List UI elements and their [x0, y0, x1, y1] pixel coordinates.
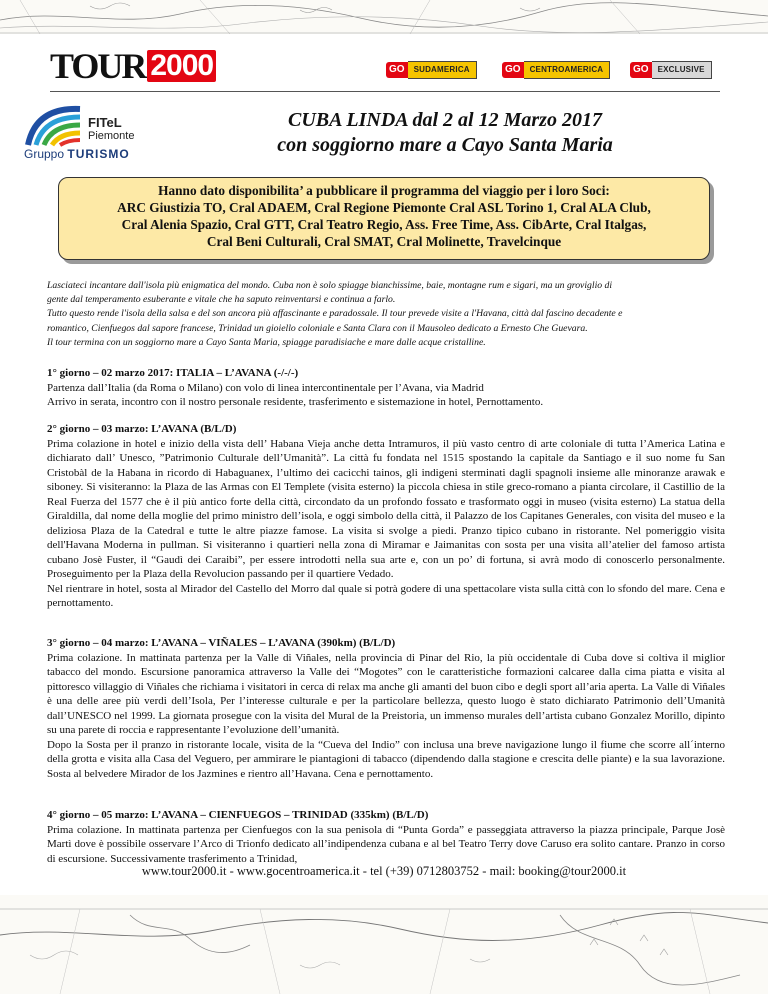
logo-text-2000: 2000	[147, 50, 216, 82]
fitel-region: Piemonte	[88, 130, 135, 142]
footer-contact-line: www.tour2000.it - www.gocentroamerica.it - tel (+39) 0712803752 - mail: booking@tour2000.it	[141, 864, 627, 878]
intro-line: gente dal temperamento esuberante e vitale che ha saputo reinventarsi e continua a farlo.	[47, 294, 396, 306]
go-label: GO	[386, 62, 408, 78]
fitel-group: Gruppo	[24, 147, 65, 161]
tour2000-logo	[50, 48, 216, 84]
decorative-map-bottom	[0, 895, 768, 994]
notice-line: ARC Giustizia TO, Cral ADAEM, Cral Regione Piemonte Cral ASL Torino 1, Cral ALA Club,	[117, 200, 651, 215]
go-exclusive-badge	[630, 62, 712, 78]
itinerary-day-1	[47, 366, 725, 410]
badge-label: CENTROAMERICA	[524, 61, 611, 79]
availability-notice-box	[58, 177, 710, 260]
day-text: Prima colazione. In mattinata partenza per la Valle di Viñales, nella provincia di Pinar del Rio, la più occidentale di Cuba dove si coltiva il miglior tabacco del mondo. Escursione panoramica attraverso la Valle dei “Mogotes” con le caratteristiche formazioni calcaree dalla cima piatta e visita al pittoresco villaggio di Viñales che richiama i visitatori in cerca di relax ma anche gli amanti del buon cibo e degli sport all’aria aperta. La Valle di Viñales è una delle aree più verdi dell’Isola, Per l’interesse culturale e per la particolare bellezza, questo luogo è stato dichiarato Patrimonio dell’Umanità dall’UNESCO nel 1999. La giornata prosegue con la visita del Mural de la Preistoria, un immenso murales dell’artista cubano Gonzalez Morillo, dipinto su una parete di roccia e rappresentante l’evoluzione dell’umanità. Dopo la Sosta per il pranzo in ristorante locale, visita de la “Cueva del Indio” con inclusa una breve navigazione lungo il fiume che scorre all´interno della grotta e visita alla Casa del Veguero, per ammirare le piantagioni di tabacco (dipendendo dalla stagione e crescita delle piante) e la sua lavorazione. Sosta al belvedere Mirador de los Jazmines e rientro all’Havana. Cena e pernottamento.	[47, 651, 725, 780]
day-text: Prima colazione. In mattinata partenza per Cienfuegos con la sua penisola di “Punta Gorda” e passeggiata attraverso la piazza principale, Parque Josè Martì dove è possibile osservare l’Arco di Trionfo dedicato all’indipendenza cubana e al bel Teatro Terry dove Caruso era solito cantare. Pranzo in corso di escursione. Successivamente trasferimento a Trinidad,	[47, 823, 725, 865]
intro-line: romantico, Cienfuegos dal sapore francese, Trinidad un gioiello coloniale e Santa Clara con il Mausoleo dedicato a Ernesto Che Guevara.	[47, 322, 588, 334]
intro-line: Lasciateci incantare dall'isola più enigmatica del mondo. Cuba non è solo spiagge bianchissime, baie, montagne rum e sigari, ma un groviglio di	[47, 280, 613, 291]
badge-label: EXCLUSIVE	[652, 61, 712, 79]
intro-paragraph	[47, 279, 720, 350]
fitel-logo	[22, 103, 182, 163]
fitel-name: FITeL	[88, 115, 122, 130]
go-sudamerica-badge	[386, 62, 477, 78]
notice-line: Cral Beni Culturali, Cral SMAT, Cral Molinette, Travelcinque	[206, 234, 562, 249]
day-text: Prima colazione in hotel e inizio della vista dell’ Habana Vieja anche detta Intramuros, il più vasto centro di arte coloniale di tutta l’America Latina e dichiarato dall’ Unesco, ”Patrimonio Culturale dell’Umanità”. La città fu fondata nel 1515 spostando la capitale da Santiago e il suo nome fu San Cristobàl de la Habana in ricordo di Habaguanex, l’ultimo dei cacicchi tainos, gli indigeni sterminati dagli spagnoli insieme alle minoranze arawak e siboney. Si visiteranno: la Plaza de las Armas con El Templete (visita esterno) la piccola chiesa in stile greco-romano a pianta circolare, il Castillio de la Real Fuerza del 1577 che è il più antico forte della città, circondato da un profondo fossato e trasformato oggi in museo (visita esterno) La statua della Giraldilla, dal nome della moglie del primo ministro dell’isola, e oggi simbolo della città, il Palazzo de los Capitanes Generales, con visita del museo e la deliziosa Plaza de la Catedral e tutte le altre piazze famose. La visita si svolge a piedi. Pranzo tipico cubano in ristorante. Nel pomeriggio visita dell'Havana Moderna in pullman. Si visiteranno i quartieri nella zona di Miramar e Jaimanitas con sosta per una visita all’atelier del famoso artista cubano Josè Fuster, il “Gaudì dei Caraibi”, per essere introdotti nella sua arte e, con un po’ di fortuna, si avrà modo di conoscerlo personalmente. Proseguimento per la Plaza della Revolucion passando per il quartiere Vedado. Nel rientrare in hotel, sosta al Mirador del Castello del Morro dal quale si potrà godere di una spettacolare vista sulla città con lo sfondo del mare. Cena e pernottamento.	[47, 437, 725, 609]
decorative-map-top	[0, 0, 768, 34]
go-centroamerica-badge	[502, 62, 610, 78]
notice-line: Cral Alenia Spazio, Cral GTT, Cral Teatro Regio, Ass. Free Time, Ass. CibArte, Cral Italgas,	[121, 217, 647, 232]
itinerary-day-3	[47, 636, 725, 781]
logo-text-tour: TOUR	[50, 46, 146, 86]
day-heading: 2° giorno – 03 marzo: L’AVANA (B/L/D)	[47, 423, 237, 435]
fitel-rainbow-icon	[22, 103, 86, 147]
day-text: Partenza dall’Italia (da Roma o Milano) con volo di linea intercontinentale per l’Avana, via Madrid Arrivo in serata, incontro con il nostro personale residente, trasferimento e sistemazione in hotel, Pernottamento.	[47, 381, 544, 408]
day-heading: 1° giorno – 02 marzo 2017: ITALIA – L’AVANA (-/-/-)	[47, 367, 299, 379]
notice-line: Hanno dato disponibilita’ a pubblicare il programma del viaggio per i loro Soci:	[158, 183, 610, 198]
day-heading: 3° giorno – 04 marzo: L’AVANA – VIÑALES – L’AVANA (390km) (B/L/D)	[47, 637, 396, 649]
trip-title-line-1: CUBA LINDA dal 2 al 12 Marzo 2017	[288, 109, 602, 131]
fitel-group-line	[24, 147, 130, 161]
trip-title-line-2: con soggiorno mare a Cayo Santa Maria	[277, 134, 613, 156]
badge-label: SUDAMERICA	[408, 61, 477, 79]
trip-title	[200, 108, 690, 158]
day-heading: 4° giorno – 05 marzo: L’AVANA – CIENFUEGOS – TRINIDAD (335km) (B/L/D)	[47, 809, 429, 821]
fitel-division: TURISMO	[67, 147, 130, 161]
itinerary-day-4	[47, 808, 725, 866]
intro-line: Il tour termina con un soggiorno mare a Cayo Santa Maria, spiagge paradisiache e mare dalle acque cristalline.	[47, 336, 486, 348]
header-divider	[50, 91, 720, 92]
go-label: GO	[630, 62, 652, 78]
itinerary-day-2	[47, 422, 725, 611]
go-label: GO	[502, 62, 524, 78]
intro-line: Tutto questo rende l'isola della salsa e del son ancora più affascinante e paradossale. Il tour prevede visite a l'Havana, città dal fascino decadente e	[47, 308, 623, 320]
